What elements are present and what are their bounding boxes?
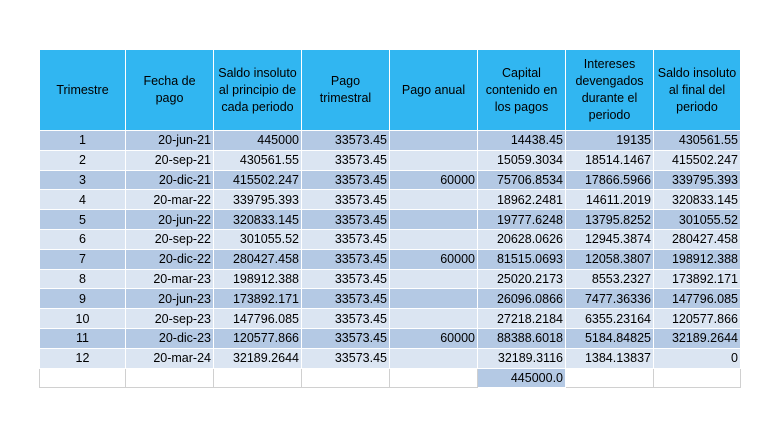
- table-cell[interactable]: 1384.13837: [566, 348, 654, 368]
- table-cell[interactable]: 25020.2173: [478, 269, 566, 289]
- table-cell[interactable]: 60000: [390, 328, 478, 348]
- table-cell[interactable]: 10: [40, 309, 126, 329]
- table-cell[interactable]: 33573.45: [302, 289, 390, 309]
- table-cell[interactable]: 33573.45: [302, 269, 390, 289]
- table-cell[interactable]: 415502.247: [654, 150, 741, 170]
- table-cell[interactable]: 19777.6248: [478, 210, 566, 230]
- table-cell[interactable]: 33573.45: [302, 131, 390, 151]
- table-body: [40, 131, 741, 388]
- table-row: [40, 210, 741, 230]
- table-cell[interactable]: 12945.3874: [566, 229, 654, 249]
- table-cell[interactable]: 2: [40, 150, 126, 170]
- table-cell[interactable]: 7477.36336: [566, 289, 654, 309]
- empty-cell[interactable]: [302, 368, 390, 388]
- table-cell[interactable]: 32189.3116: [478, 348, 566, 368]
- table-cell[interactable]: 88388.6018: [478, 328, 566, 348]
- header-pago-anual: Pago anual: [390, 50, 478, 131]
- table-cell[interactable]: 280427.458: [214, 249, 302, 269]
- header-saldo-final: Saldo insoluto al final del periodo: [654, 50, 741, 131]
- total-capital-cell[interactable]: 445000.0: [478, 368, 566, 388]
- table-cell[interactable]: 430561.55: [214, 150, 302, 170]
- header-trimestre: Trimestre: [40, 50, 126, 131]
- amortization-table: [39, 49, 741, 388]
- table-cell[interactable]: 120577.866: [214, 328, 302, 348]
- table-cell[interactable]: 33573.45: [302, 150, 390, 170]
- table-cell[interactable]: 20-jun-22: [126, 210, 214, 230]
- table-cell[interactable]: 12058.3807: [566, 249, 654, 269]
- table-cell[interactable]: [390, 150, 478, 170]
- table-cell[interactable]: 173892.171: [654, 269, 741, 289]
- table-cell[interactable]: 17866.5966: [566, 170, 654, 190]
- table-cell[interactable]: 280427.458: [654, 229, 741, 249]
- table-cell[interactable]: 33573.45: [302, 210, 390, 230]
- table-cell[interactable]: 33573.45: [302, 309, 390, 329]
- table-cell[interactable]: 33573.45: [302, 190, 390, 210]
- table-cell[interactable]: 75706.8534: [478, 170, 566, 190]
- table-cell[interactable]: 339795.393: [214, 190, 302, 210]
- table-cell[interactable]: 147796.085: [654, 289, 741, 309]
- table-cell[interactable]: [390, 348, 478, 368]
- table-cell[interactable]: 8: [40, 269, 126, 289]
- table-row: [40, 269, 741, 289]
- table-cell[interactable]: 9: [40, 289, 126, 309]
- table-cell[interactable]: 445000: [214, 131, 302, 151]
- table-cell[interactable]: 20-sep-23: [126, 309, 214, 329]
- table-cell[interactable]: [390, 269, 478, 289]
- table-row: [40, 229, 741, 249]
- table-cell[interactable]: 20-sep-21: [126, 150, 214, 170]
- table-cell[interactable]: 14611.2019: [566, 190, 654, 210]
- empty-cell[interactable]: [390, 368, 478, 388]
- table-cell[interactable]: [390, 210, 478, 230]
- table-cell[interactable]: 32189.2644: [654, 328, 741, 348]
- empty-cell[interactable]: [214, 368, 302, 388]
- table-cell[interactable]: 301055.52: [214, 229, 302, 249]
- table-cell[interactable]: 320833.145: [214, 210, 302, 230]
- table-cell[interactable]: 81515.0693: [478, 249, 566, 269]
- table-cell[interactable]: 20628.0626: [478, 229, 566, 249]
- table-cell[interactable]: 3: [40, 170, 126, 190]
- table-cell[interactable]: 20-mar-23: [126, 269, 214, 289]
- table-cell[interactable]: 27218.2184: [478, 309, 566, 329]
- table-cell[interactable]: 33573.45: [302, 328, 390, 348]
- table-cell[interactable]: 198912.388: [214, 269, 302, 289]
- table-cell[interactable]: 147796.085: [214, 309, 302, 329]
- table-cell[interactable]: 33573.45: [302, 170, 390, 190]
- total-row: [40, 368, 741, 388]
- table-cell[interactable]: 32189.2644: [214, 348, 302, 368]
- table-row: [40, 348, 741, 368]
- empty-cell[interactable]: [126, 368, 214, 388]
- table-cell[interactable]: [390, 309, 478, 329]
- table-cell[interactable]: 198912.388: [654, 249, 741, 269]
- table-row: [40, 131, 741, 151]
- table-cell[interactable]: 20-dic-23: [126, 328, 214, 348]
- table-cell[interactable]: [390, 289, 478, 309]
- empty-cell[interactable]: [566, 368, 654, 388]
- table-cell[interactable]: 0: [654, 348, 741, 368]
- header-pago-trimestral: Pago trimestral: [302, 50, 390, 131]
- table-row: [40, 150, 741, 170]
- empty-cell[interactable]: [654, 368, 741, 388]
- table-cell[interactable]: 320833.145: [654, 190, 741, 210]
- table-cell[interactable]: 13795.8252: [566, 210, 654, 230]
- table-row: [40, 190, 741, 210]
- header-fecha-de-pago: Fecha de pago: [126, 50, 214, 131]
- table-cell[interactable]: 18962.2481: [478, 190, 566, 210]
- table-row: [40, 309, 741, 329]
- header-capital: Capital contenido en los pagos: [478, 50, 566, 131]
- empty-cell[interactable]: [40, 368, 126, 388]
- table-cell[interactable]: 26096.0866: [478, 289, 566, 309]
- table-cell[interactable]: 20-sep-22: [126, 229, 214, 249]
- table-cell[interactable]: 415502.247: [214, 170, 302, 190]
- table-cell[interactable]: 11: [40, 328, 126, 348]
- header-intereses: Intereses devengados durante el periodo: [566, 50, 654, 131]
- table-cell[interactable]: 6: [40, 229, 126, 249]
- table-cell[interactable]: 1: [40, 131, 126, 151]
- table-cell[interactable]: 20-mar-22: [126, 190, 214, 210]
- table-cell[interactable]: 120577.866: [654, 309, 741, 329]
- table-row: [40, 328, 741, 348]
- table-cell[interactable]: 20-jun-23: [126, 289, 214, 309]
- table-cell[interactable]: 7: [40, 249, 126, 269]
- header-saldo-inicial: Saldo insoluto al principio de cada periodo: [214, 50, 302, 131]
- table-cell[interactable]: [390, 229, 478, 249]
- table-cell[interactable]: 6355.23164: [566, 309, 654, 329]
- table-cell[interactable]: 12: [40, 348, 126, 368]
- table-cell[interactable]: 8553.2327: [566, 269, 654, 289]
- table-cell[interactable]: 339795.393: [654, 170, 741, 190]
- table-row: [40, 289, 741, 309]
- table-row: [40, 170, 741, 190]
- table-cell[interactable]: 19135: [566, 131, 654, 151]
- table-cell[interactable]: 5: [40, 210, 126, 230]
- table-cell[interactable]: 20-dic-21: [126, 170, 214, 190]
- table-cell[interactable]: 173892.171: [214, 289, 302, 309]
- table-row: [40, 249, 741, 269]
- header-row: [40, 50, 741, 131]
- table-cell[interactable]: 20-dic-22: [126, 249, 214, 269]
- table-cell[interactable]: 33573.45: [302, 348, 390, 368]
- table-cell[interactable]: 33573.45: [302, 249, 390, 269]
- table-cell[interactable]: 18514.1467: [566, 150, 654, 170]
- table-cell[interactable]: 15059.3034: [478, 150, 566, 170]
- table-cell[interactable]: 301055.52: [654, 210, 741, 230]
- table-cell[interactable]: 5184.84825: [566, 328, 654, 348]
- table-cell[interactable]: [390, 131, 478, 151]
- table-cell[interactable]: 60000: [390, 170, 478, 190]
- table-cell[interactable]: [390, 190, 478, 210]
- table-cell[interactable]: 14438.45: [478, 131, 566, 151]
- table-cell[interactable]: 430561.55: [654, 131, 741, 151]
- table-cell[interactable]: 4: [40, 190, 126, 210]
- table-cell[interactable]: 20-mar-24: [126, 348, 214, 368]
- table-cell[interactable]: 60000: [390, 249, 478, 269]
- table-cell[interactable]: 33573.45: [302, 229, 390, 249]
- table-cell[interactable]: 20-jun-21: [126, 131, 214, 151]
